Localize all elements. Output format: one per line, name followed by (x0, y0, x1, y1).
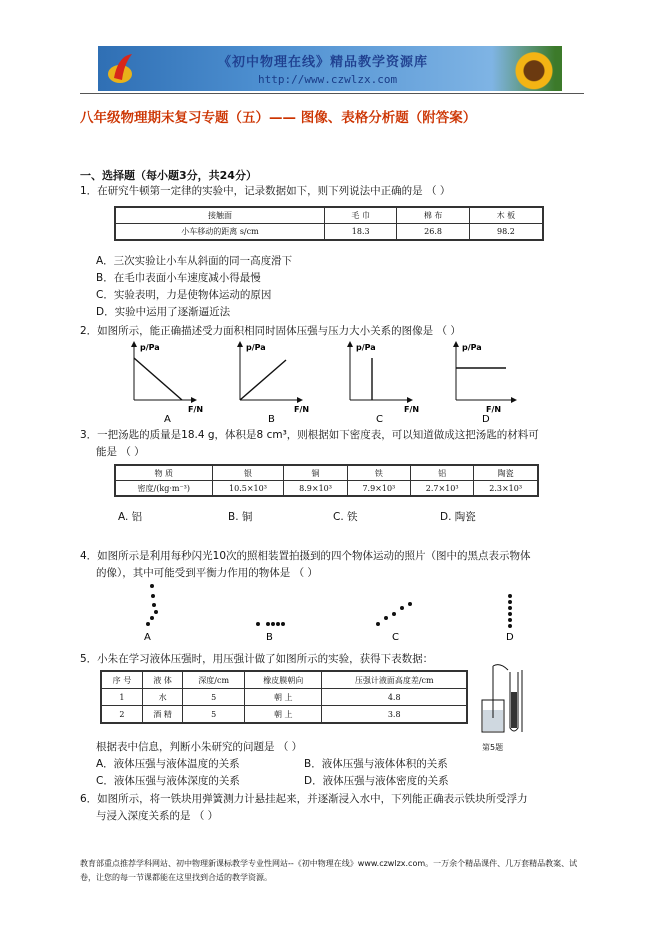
q5-row1-cell: 朝 上 (244, 689, 321, 706)
q5-table (100, 670, 468, 724)
graph-a (134, 342, 203, 425)
site-logo-icon (106, 50, 140, 86)
q1-table (114, 206, 544, 241)
graph-b-label: B (268, 414, 275, 425)
q5-header-cell: 压强计液面高度差/cm (322, 671, 467, 689)
q5-row1-cell: 4.8 (322, 689, 467, 706)
q1-header-cell: 棉 布 (397, 207, 469, 224)
q5-figure-caption: 第5题 (482, 743, 504, 752)
q3-row-cell: 2.3×10³ (474, 481, 538, 497)
q1-row-cell: 26.8 (397, 224, 469, 241)
header-rule (80, 93, 584, 94)
q3-row-cell: 密度/(kg·m⁻³) (115, 481, 212, 497)
photo-b-label: B (266, 632, 273, 643)
q3-option-c: C. 铁 (333, 511, 358, 523)
q5-option-d: D．液体压强与液体密度的关系 (304, 775, 449, 787)
q5-row2-cell: 朝 上 (244, 706, 321, 724)
q3-density-table (114, 464, 539, 497)
q3-header-cell: 铝 (411, 465, 474, 481)
graph-a-label: A (164, 414, 171, 425)
site-banner (98, 46, 562, 91)
q3-header-cell: 物 质 (115, 465, 212, 481)
q5-header-cell: 液 体 (142, 671, 183, 689)
q3-row-cell: 10.5×10³ (212, 481, 284, 497)
graph-c-label: C (376, 414, 383, 425)
q3-stem-line2: 能是 （ ） (96, 446, 145, 458)
q1-header-cell: 木 板 (469, 207, 543, 224)
q5-header-cell: 深度/cm (183, 671, 245, 689)
q5-row1-cell: 1 (101, 689, 142, 706)
q5-row2-cell: 5 (183, 706, 245, 724)
q3-header-cell: 陶瓷 (474, 465, 538, 481)
banner-title: 《初中物理在线》精品教学资源库 (218, 55, 429, 70)
photo-a-label: A (144, 632, 151, 643)
q1-row-cell: 98.2 (469, 224, 543, 241)
graph-c-xlabel: F/N (404, 405, 420, 414)
q5-option-a: A．液体压强与液体温度的关系 (96, 758, 240, 770)
graph-b-xlabel: F/N (294, 405, 310, 414)
photo-a-dots (146, 584, 158, 626)
q6-stem-line2: 与浸入深度关系的是 （ ） (96, 810, 219, 822)
q5-row2-cell: 3.8 (322, 706, 467, 724)
q2-stem: 2．如图所示，能正确描述受力面积相同时固体压强与压力大小关系的图像是 （ ） (80, 325, 461, 337)
pressure-gauge-figure (478, 662, 530, 742)
q5-stem: 5．小朱在学习液体压强时，用压强计做了如图所示的实验，获得下表数据： (80, 653, 434, 665)
graph-c (350, 342, 419, 425)
graph-c-ylabel: p/Pa (356, 343, 376, 352)
q3-option-b: B. 铜 (228, 511, 253, 523)
q1-option-b: B．在毛巾表面小车速度减小得最慢 (96, 272, 261, 284)
q3-stem-line1: 3．一把汤匙的质量是18.4 g，体积是8 cm³，则根据如下密度表，可以知道做成这把汤匙的材料可 (80, 429, 539, 441)
q1-stem: 1．在研究牛顿第一定律的实验中，记录数据如下，则下列说法中正确的是 （ ） (80, 185, 451, 197)
q1-row-cell: 18.3 (325, 224, 397, 241)
q5-header-cell: 橡皮膜朝向 (244, 671, 321, 689)
q1-option-d: D．实验中运用了逐渐逼近法 (96, 306, 231, 318)
graph-a-xlabel: F/N (188, 405, 204, 414)
photo-b-dots (256, 622, 285, 626)
q5-option-b: B．液体压强与液体体积的关系 (304, 758, 448, 770)
q1-option-c: C．实验表明，力是使物体运动的原因 (96, 289, 272, 301)
q3-option-a: A. 铝 (118, 511, 143, 523)
page-footer: 教育部重点推荐学科网站、初中物理新课标教学专业性网站--《初中物理在线》www.czwlzx.com。一万余个精品课件、几万套精品教案、试卷，让您的每一节课都能在这里找到合适的教学资源。 (80, 859, 578, 882)
graph-b (240, 342, 309, 425)
graph-d (456, 342, 516, 425)
q1-header-cell: 毛 巾 (325, 207, 397, 224)
page-title: 八年级物理期末复习专题（五）—— 图像、表格分析题（附答案） (80, 110, 477, 126)
q3-header-cell: 铁 (347, 465, 410, 481)
q3-header-cell: 铜 (284, 465, 347, 481)
section-heading: 一、选择题（每小题3分，共24分） (80, 169, 257, 182)
banner-url[interactable]: http://www.czwlzx.com (258, 73, 398, 86)
q5-row2-cell: 2 (101, 706, 142, 724)
q3-row-cell: 8.9×10³ (284, 481, 347, 497)
graph-d-xlabel: F/N (486, 405, 502, 414)
photo-c-label: C (392, 632, 399, 643)
q5-row1-cell: 水 (142, 689, 183, 706)
photo-d-dots (508, 594, 512, 628)
q1-row-cell: 小车移动的距离 s/cm (115, 224, 325, 241)
q3-header-cell: 银 (212, 465, 284, 481)
q5-row2-cell: 酒 精 (142, 706, 183, 724)
graph-b-ylabel: p/Pa (246, 343, 266, 352)
q5-option-c: C．液体压强与液体深度的关系 (96, 775, 240, 787)
q3-row-cell: 7.9×10³ (347, 481, 410, 497)
q4-stem-line2: 的像），其中可能受到平衡力作用的物体是 （ ） (96, 567, 318, 579)
sunflower-image (492, 46, 562, 91)
q5-header-cell: 序 号 (101, 671, 142, 689)
photo-c-dots (376, 602, 412, 626)
q1-header-cell: 接触面 (115, 207, 325, 224)
graph-d-ylabel: p/Pa (462, 343, 482, 352)
graph-d-label: D (482, 414, 490, 425)
graph-a-ylabel: p/Pa (140, 343, 160, 352)
q3-row-cell: 2.7×10³ (411, 481, 474, 497)
q5-question: 根据表中信息，判断小朱研究的问题是 （ ） (96, 741, 303, 753)
q6-stem-line1: 6．如图所示，将一铁块用弹簧测力计悬挂起来，并逐渐浸入水中，下列能正确表示铁块所受浮力 (80, 793, 528, 805)
q2-graphs (118, 340, 518, 426)
q5-row1-cell: 5 (183, 689, 245, 706)
photo-d-label: D (506, 632, 514, 643)
q3-option-d: D. 陶瓷 (440, 511, 476, 523)
q4-stem-line1: 4．如图所示是利用每秒闪光10次的照相装置拍摄到的四个物体运动的照片（图中的黑点表示物体 (80, 550, 531, 562)
q4-dot-photos (130, 582, 530, 644)
q1-option-a: A．三次实验让小车从斜面的同一高度滑下 (96, 255, 293, 267)
